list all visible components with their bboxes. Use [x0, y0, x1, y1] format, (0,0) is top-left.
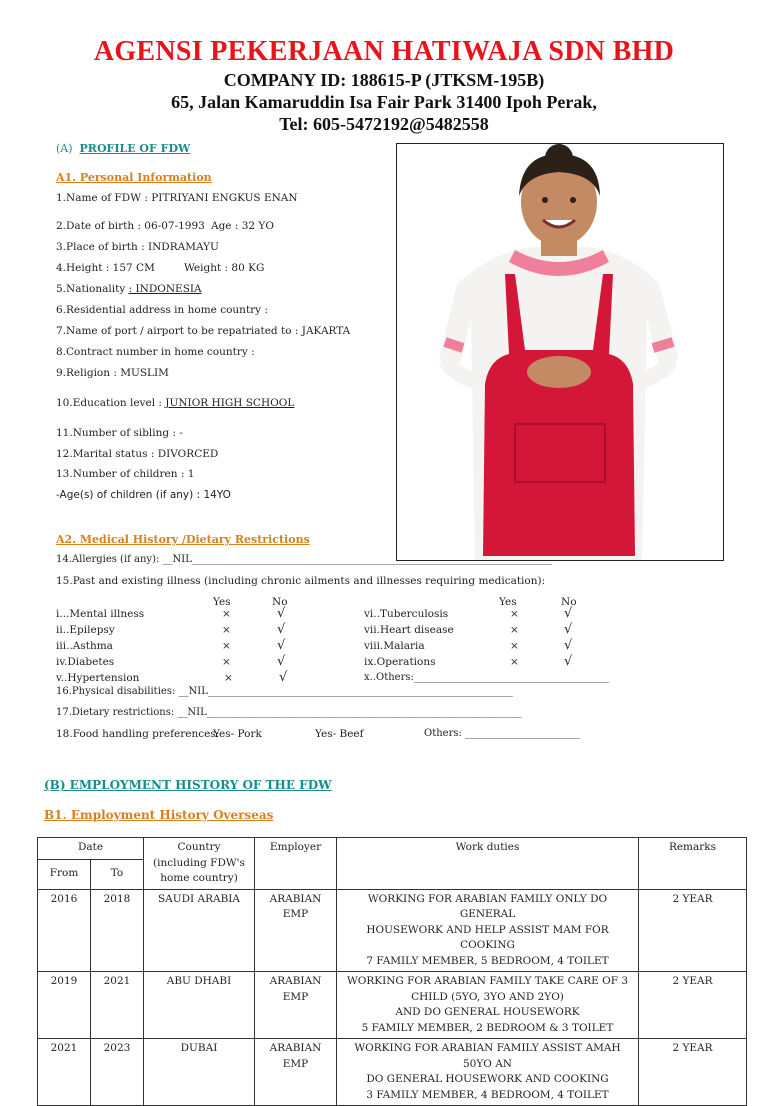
illness-no: √ [564, 654, 573, 669]
illness-name: vii.Heart disease [364, 624, 454, 636]
illness-yes: × [222, 624, 231, 636]
illness-no: √ [277, 622, 286, 637]
illness-intro: 15.Past and existing illness (including chronic ailments and illnesses requiring medication): [56, 575, 546, 587]
illness-name: iv.Diabetes [56, 656, 115, 668]
employment-history-table [37, 837, 747, 1106]
header-work-duties: Work duties [337, 838, 639, 890]
table-row [38, 1039, 747, 1106]
weight: Weight : 80 KG [184, 262, 265, 274]
section-b-title: (B) EMPLOYMENT HISTORY OF THE FDW [44, 778, 332, 792]
cell-to: 2021 [91, 972, 144, 1039]
number-of-siblings: 11.Number of sibling : - [56, 427, 183, 439]
illness-no: √ [564, 622, 573, 637]
a1-title: A1. Personal Information [56, 171, 212, 184]
illness-name: x..Others:_______________________________________ [364, 672, 609, 683]
illness-yes: × [222, 640, 231, 652]
illness-yes: × [510, 624, 519, 636]
cell-country: SAUDI ARABIA [144, 889, 255, 972]
cell-work-duties: WORKING FOR ARABIAN FAMILY ONLY DO GENERAL HOUSEWORK AND HELP ASSIST MAM FOR COOKING 7 FAMILY MEMBER, 5 BEDROOM, 4 TOILET [337, 889, 639, 972]
place-of-birth: 3.Place of birth : INDRAMAYU [56, 241, 219, 253]
cell-to: 2023 [91, 1039, 144, 1106]
illness-no: √ [277, 654, 286, 669]
food-beef: Yes- Beef [315, 728, 364, 740]
header-employer: Employer [255, 838, 337, 890]
illness-yes: × [510, 640, 519, 652]
illness-yes: × [222, 656, 231, 668]
illness-name: vi..Tuberculosis [364, 608, 449, 620]
illness-no-header-left: No [272, 596, 288, 608]
cell-remarks: 2 YEAR [639, 1039, 747, 1106]
company-tel: Tel: 605-5472192@5482558 [279, 114, 489, 134]
header-to: To [91, 859, 144, 889]
cell-employer: ARABIAN EMP [255, 889, 337, 972]
dietary-restrictions: 17.Dietary restrictions: __NIL_______________________________________________________________ [56, 707, 522, 718]
name-of-fdw: 1.Name of FDW : PITRIYANI ENGKUS ENAN [56, 192, 298, 204]
cell-from: 2019 [38, 972, 91, 1039]
food-others: Others: _______________________ [424, 728, 581, 739]
cell-from: 2016 [38, 889, 91, 972]
illness-no: √ [564, 638, 573, 653]
nationality-label: 5.Nationality [56, 283, 126, 295]
company-address: 65, Jalan Kamaruddin Isa Fair Park 31400 Ipoh Perak, [171, 92, 597, 112]
illness-name: v..Hypertension [56, 672, 140, 684]
cell-remarks: 2 YEAR [639, 889, 747, 972]
repatriation-port: 7.Name of port / airport to be repatriated to : JAKARTA [56, 325, 351, 337]
header-remarks: Remarks [639, 838, 747, 890]
b1-title: B1. Employment History Overseas [44, 808, 274, 822]
header-date: Date [38, 838, 144, 860]
education-label: 10.Education level : [56, 397, 162, 409]
residential-address: 6.Residential address in home country : [56, 304, 268, 316]
illness-no: √ [279, 670, 288, 685]
date-of-birth: 2.Date of birth : 06-07-1993 [56, 220, 205, 232]
illness-yes: × [510, 608, 519, 620]
food-pork: Yes- Pork [213, 728, 262, 740]
illness-name: ii..Epilepsy [56, 624, 115, 636]
religion: 9.Religion : MUSLIM [56, 367, 169, 379]
header-from: From [38, 859, 91, 889]
nationality [56, 283, 202, 295]
table-header-row [38, 838, 747, 860]
agency-name: AGENSI PEKERJAAN HATIWAJA SDN BHD [93, 36, 675, 67]
physical-disabilities: 16.Physical disabilities: __NIL_____________________________________________________________ [56, 686, 513, 697]
education-level [56, 397, 294, 409]
header-country: Country (including FDW's home country) [144, 838, 255, 890]
illness-no: √ [277, 638, 286, 653]
company-id: COMPANY ID: 188615-P (JTKSM-195B) [223, 70, 545, 90]
age: Age : 32 YO [211, 220, 274, 232]
cell-remarks: 2 YEAR [639, 972, 747, 1039]
food-preferences-label: 18.Food handling preferences: [56, 728, 220, 740]
illness-yes: × [222, 608, 231, 620]
cell-to: 2018 [91, 889, 144, 972]
illness-name: ix.Operations [364, 656, 436, 668]
nationality-value: : INDONESIA [128, 283, 202, 295]
contract-number: 8.Contract number in home country : [56, 346, 255, 358]
illness-yes-header-left: Yes [213, 596, 231, 608]
cell-country: DUBAI [144, 1039, 255, 1106]
illness-name: i...Mental illness [56, 608, 145, 620]
section-a-prefix: (A) [56, 142, 73, 155]
fdw-photo [396, 143, 724, 561]
illness-name: iii..Asthma [56, 640, 113, 652]
cell-work-duties: WORKING FOR ARABIAN FAMILY TAKE CARE OF 3 CHILD (5YO, 3YO AND 2YO) AND DO GENERAL HOUSEWORK 5 FAMILY MEMBER, 2 BEDROOM & 3 TOILET [337, 972, 639, 1039]
section-a-title: PROFILE OF FDW [79, 142, 191, 155]
marital-status: 12.Marital status : DIVORCED [56, 448, 219, 460]
children-age: -Age(s) of children (if any) : 14YO [56, 489, 231, 501]
a2-title: A2. Medical History /Dietary Restrictions [56, 533, 310, 546]
cell-work-duties: WORKING FOR ARABIAN FAMILY ASSIST AMAH 50YO AN DO GENERAL HOUSEWORK AND COOKING 3 FAMILY MEMBER, 4 BEDROOM, 4 TOILET [337, 1039, 639, 1106]
illness-no: √ [277, 606, 286, 621]
table-row [38, 889, 747, 972]
number-of-children: 13.Number of children : 1 [56, 468, 195, 480]
illness-yes: × [224, 672, 233, 684]
cell-employer: ARABIAN EMP [255, 1039, 337, 1106]
illness-name: viii.Malaria [364, 640, 425, 652]
table-row [38, 972, 747, 1039]
fdw-portrait-illustration [397, 144, 723, 560]
section-a-heading [56, 142, 190, 155]
illness-yes: × [510, 656, 519, 668]
cell-employer: ARABIAN EMP [255, 972, 337, 1039]
height: 4.Height : 157 CM [56, 262, 155, 274]
illness-yes-header-right: Yes [499, 596, 517, 608]
allergies: 14.Allergies (if any): __NIL________________________________________________________________________ [56, 554, 552, 565]
illness-no: √ [564, 606, 573, 621]
cell-country: ABU DHABI [144, 972, 255, 1039]
illness-no-header-right: No [561, 596, 577, 608]
education-value: JUNIOR HIGH SCHOOL [165, 397, 295, 409]
cell-from: 2021 [38, 1039, 91, 1106]
